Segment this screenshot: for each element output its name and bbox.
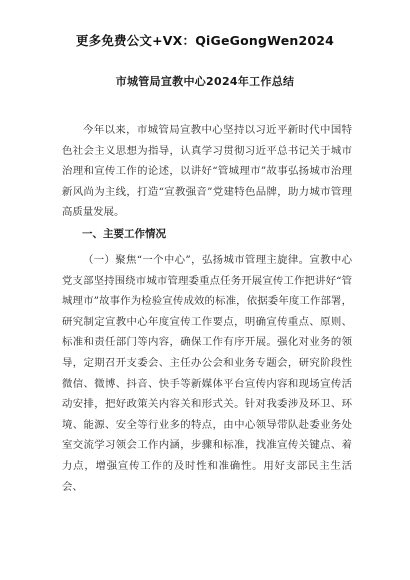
document-title: 市城管局宣教中心2024年工作总结 [115, 75, 295, 88]
intro-paragraph: 今年以来，市城管局宣教中心坚持以习近平新时代中国特色社会主义思想为指导，认真学习贯彻习近平总书记关于城市治理和宣传工作的论述，以讲好“管城理市”故事弘扬城市治理新风尚为主线，打造“宣教强音”党建特色品牌，助力城市管理高质量发展。 [62, 124, 352, 219]
section-paragraph: （一）聚焦“一个中心”，弘扬城市管理主旋律。宣教中心党支部坚持围绕市城市管理委重点任务开展宣传工作把讲好“管城理市”故事作为检验宣传成效的标准，依据委年度工作部署，研究制定宣教中心年度宣传工作要点，明确宣传重点、原则、标准和责任部门等内容，确保工作有序开展。强化对业务的领导，定期召开支委会、主任办公会和业务专题会，研究阶段性微信、微博、抖音、快手等新媒体平台宣传内容和现场宣传活动安排，把好政策关内容关和形式关。针对我委涉及环卫、环境、能源、安全等行业多的特点，由中心领导带队赴委业务处室交流学习领会工作内涵，步骤和标准，找准宣传关键点、着力点，增强宣传工作的及时性和准确性。用好支部民主生活会、 [62, 254, 352, 493]
promo-banner: 更多免费公文+VX：QiGeGongWen2024 [75, 33, 335, 48]
section-heading: 一、主要工作情况 [82, 228, 166, 240]
